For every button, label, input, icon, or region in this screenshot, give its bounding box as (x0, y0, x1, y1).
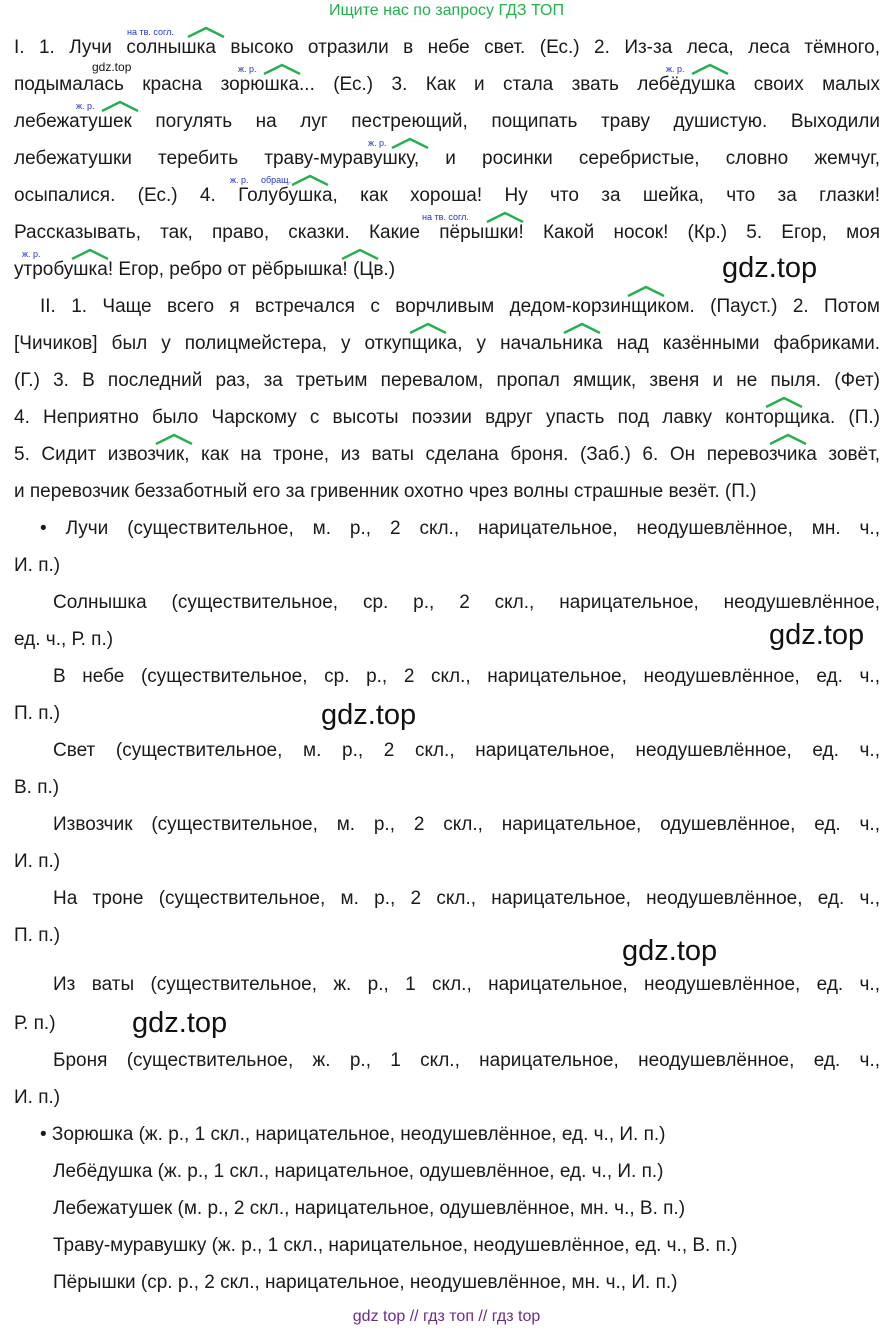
suffix-arc-5 (390, 137, 430, 149)
text-line-8: II. 1. Чаще всего я встречался с ворчливым дедом-корзинщиком. (Пауст.) 2. Потом (40, 296, 880, 317)
text-line-2: подымалась красна зорюшка... (Ес.) 3. Как и стала звать лебёдушка своих малых (14, 74, 880, 95)
suffix-arc-11 (408, 322, 448, 334)
suffix-arc-2 (262, 63, 302, 75)
analysis-line-4: ед. ч., Р. п.) (14, 629, 114, 650)
suffix-arc-3 (690, 63, 730, 75)
note-zh-r-2: ж. р. (666, 64, 685, 74)
note-zh-r-6: ж. р. (22, 249, 41, 259)
watermark-small: gdz.top (92, 60, 132, 74)
analysis-line-18: Лебёдушка (ж. р., 1 скл., нарицательное, одушевлённое, ед. ч., И. п.) (53, 1161, 664, 1182)
note-zh-r-5: ж. р. (230, 175, 249, 185)
suffix-arc-8 (70, 248, 110, 260)
text-line-3: лебежатушек погулять на луг пестреющий, пощипать траву душистую. Выходили (14, 111, 880, 132)
suffix-arc-14 (154, 433, 194, 445)
text-line-6: Рассказывать, так, право, сказки. Какие пёрышки! Какой носок! (Кр.) 5. Егор, моя (14, 222, 880, 243)
analysis-line-6: П. п.) (14, 703, 61, 724)
analysis-line-19: Лебежатушек (м. р., 2 скл., нарицательное, одушевлённое, мн. ч., В. п.) (53, 1198, 686, 1219)
suffix-arc-12 (562, 322, 602, 334)
text-line-12: 5. Сидит извозчик, как на троне, из ваты сделана броня. (Заб.) 6. Он перевозчика зовёт, (14, 444, 880, 465)
text-line-5: осыпалися. (Ес.) 4. Голубушка, как хороша! Ну что за шейка, что за глазки! (14, 185, 880, 206)
note-obrash: обращ. (261, 175, 292, 185)
note-zh-r-1: ж. р. (238, 64, 257, 74)
analysis-line-13: Из ваты (существительное, ж. р., 1 скл., нарицательное, неодушевлённое, ед. ч., (53, 974, 880, 995)
watermark-2: gdz.top (769, 619, 865, 651)
note-tv-sogl-1: на тв. согл. (127, 27, 174, 37)
note-zh-r-3: ж. р. (76, 101, 95, 111)
search-banner: Ищите нас по запросу ГДЗ ТОП (329, 2, 564, 19)
suffix-arc-13 (764, 396, 804, 408)
analysis-line-7: Свет (существительное, м. р., 2 скл., нарицательное, неодушевлённое, ед. ч., (53, 740, 880, 761)
note-tv-sogl-2: на тв. согл. (422, 212, 469, 222)
text-line-13: и перевозчик беззаботный его за гривенник охотно чрез волны страшные везёт. (П.) (14, 481, 757, 502)
suffix-arc-4 (100, 100, 140, 112)
analysis-line-11: На троне (существительное, м. р., 2 скл., нарицательное, неодушевлённое, ед. ч., (53, 888, 880, 909)
analysis-line-2: И. п.) (14, 555, 61, 576)
analysis-line-3: Солнышка (существительное, ср. р., 2 скл., нарицательное, неодушевлённое, (53, 592, 880, 613)
analysis-line-20: Траву-муравушку (ж. р., 1 скл., нарицательное, неодушевлённое, ед. ч., В. п.) (53, 1235, 738, 1256)
watermark-4: gdz.top (622, 935, 718, 967)
analysis-line-15: Броня (существительное, ж. р., 1 скл., нарицательное, неодушевлённое, ед. ч., (53, 1050, 880, 1071)
suffix-arc-6 (290, 174, 330, 186)
text-line-10: (Г.) 3. В последний раз, за третьим перевалом, пропал ямщик, звеня и не пыля. (Фет) (14, 370, 880, 391)
text-line-1: I. 1. Лучи солнышка высоко отразили в небе свет. (Ес.) 2. Из-за леса, леса тёмного, (14, 37, 880, 58)
analysis-line-1: • Лучи (существительное, м. р., 2 скл., нарицательное, неодушевлённое, мн. ч., (40, 518, 880, 539)
analysis-line-12: П. п.) (14, 925, 61, 946)
note-zh-r-4: ж. р. (368, 138, 387, 148)
text-line-11: 4. Неприятно было Чарскому с высоты поэзии вдруг упасть под лавку конторщика. (П.) (14, 407, 880, 428)
analysis-line-8: В. п.) (14, 777, 60, 798)
analysis-line-10: И. п.) (14, 851, 61, 872)
analysis-line-5: В небе (существительное, ср. р., 2 скл., нарицательное, неодушевлённое, ед. ч., (53, 666, 880, 687)
footer-links: gdz top // гдз топ // гдз top (352, 1308, 541, 1325)
text-line-4: лебежатушки теребить траву-муравушку, и росинки серебристые, словно жемчуг, (14, 148, 880, 169)
suffix-arc-7 (485, 211, 525, 223)
suffix-arc-9 (340, 248, 380, 260)
suffix-arc-15 (768, 433, 808, 445)
analysis-line-16: И. п.) (14, 1087, 61, 1108)
text-line-9: [Чичиков] был у полицмейстера, у откупщика, у начальника над казёнными фабриками. (14, 333, 880, 354)
analysis-line-17: • Зорюшка (ж. р., 1 скл., нарицательное, неодушевлённое, ед. ч., И. п.) (40, 1124, 666, 1145)
text-line-7: утробушка! Егор, ребро от рёбрышка! (Цв.) (14, 259, 396, 280)
watermark-1: gdz.top (722, 252, 818, 284)
analysis-line-14: Р. п.) (14, 1013, 56, 1034)
analysis-line-9: Извозчик (существительное, м. р., 2 скл., нарицательное, одушевлённое, ед. ч., (53, 814, 880, 835)
analysis-line-21: Пёрышки (ср. р., 2 скл., нарицательное, неодушевлённое, мн. ч., И. п.) (53, 1272, 678, 1293)
suffix-arc-10 (626, 285, 666, 297)
watermark-5: gdz.top (132, 1007, 228, 1039)
watermark-3: gdz.top (321, 699, 417, 731)
suffix-arc-1 (186, 26, 226, 38)
